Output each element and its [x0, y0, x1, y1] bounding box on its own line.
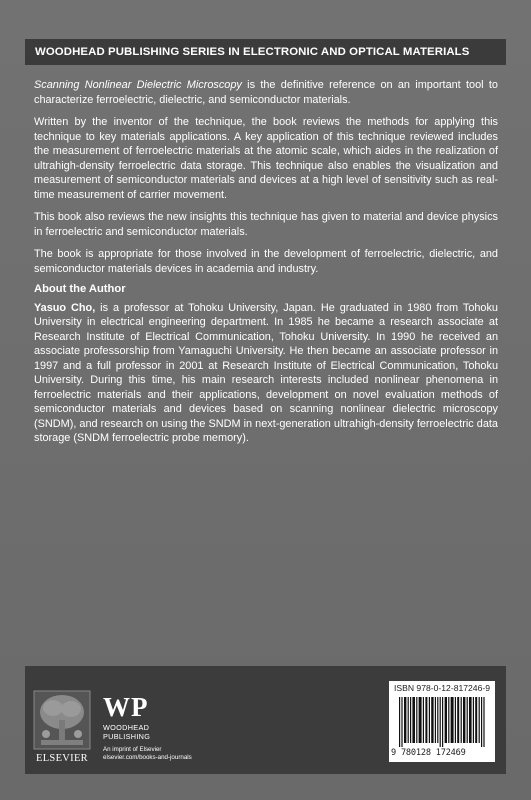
wp-line-publishing: PUBLISHING: [103, 732, 151, 741]
elsevier-wordmark: ELSEVIER: [36, 753, 88, 764]
intro-paragraph: [34, 78, 498, 107]
imprint-line: An imprint of Elsevier: [103, 746, 162, 753]
series-title-bar: [25, 39, 506, 65]
author-bio: [34, 301, 498, 446]
about-author-heading: About the Author: [34, 283, 126, 295]
barcode-icon: [399, 697, 485, 747]
paragraph-technique: Written by the inventor of the technique, the book reviews the methods for applying this technique to key materials applications. A key application of this technique reviewed includes the measurement of ferroelectric materials at the atomic scale, which aides in the realization of ultrahigh-density ferroelectric data storage. This technique also enables the visualization and measurement of semiconductor materials and devices at a high level of sensitivity such as real-time measurement of carrier movement.: [34, 116, 498, 201]
elsevier-logo: [33, 690, 91, 764]
imprint-url: elsevier.com/books-and-journals: [103, 754, 192, 761]
isbn-barcode-box: [389, 681, 495, 762]
author-bio-text: is a professor at Tohoku University, Japan. He graduated in 1980 from Tohoku University in electrical engineering department. In 1985 he became a research associate at Research Institute of Electrical Communication, Tohoku University. In 1990 he received an associate professorship from Yamaguchi University. He then became an associate professor in 1997 and a full professor in 2001 at Research Institute of Electrical Communication, Tohoku University. During this time, his main research interests included nonlinear phenomena in ferroelectric materials and their applications, development on novel evaluation methods of semiconductor materials and devices based on scanning nonlinear dielectric microscopy (SNDM), and research on using the SNDM in next-generation ultrahigh-density ferroelectric data storage (SNDM ferroelectric probe memory).: [34, 301, 498, 444]
isbn-label: ISBN 978-0-12-817246-9: [393, 683, 491, 693]
book-title: Scanning Nonlinear Dielectric Microscopy: [34, 79, 242, 91]
intro-text: is the definitive reference on an important tool to characterize ferroelectric, dielectric, and semiconductor materials.: [34, 79, 498, 106]
wp-name: [103, 723, 223, 741]
woodhead-logo: [103, 694, 223, 762]
wp-mark: WP: [103, 692, 149, 722]
elsevier-tree-icon: [33, 690, 91, 750]
author-name: Yasuo Cho,: [34, 301, 96, 314]
imprint-info: [103, 746, 223, 762]
series-title: WOODHEAD PUBLISHING SERIES IN ELECTRONIC AND OPTICAL MATERIALS: [35, 46, 470, 58]
barcode-digits: 9 780128 172469: [391, 748, 466, 758]
description: [34, 78, 498, 454]
paragraph-insights: This book also reviews the new insights this technique has given to material and device physics in ferroelectric and semiconductor materials.: [34, 211, 498, 238]
paragraph-audience: The book is appropriate for those involved in the development of ferroelectric, dielectric, and semiconductor materials devices in academia and industry.: [34, 248, 498, 275]
wp-line-woodhead: WOODHEAD: [103, 723, 150, 732]
